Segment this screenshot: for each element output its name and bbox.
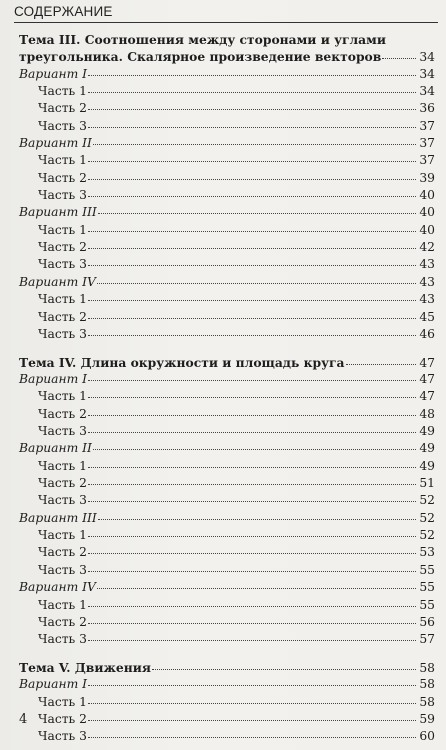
toc-part-label: Часть 3 xyxy=(38,424,87,439)
dot-leader xyxy=(88,543,416,554)
toc-topic-line xyxy=(19,659,435,676)
dot-leader xyxy=(88,491,416,502)
toc-variant xyxy=(19,371,435,388)
toc-part-label: Часть 3 xyxy=(38,729,87,744)
toc-part-page: 56 xyxy=(419,614,435,629)
toc-variant-page: 37 xyxy=(419,136,435,151)
toc-variant xyxy=(19,440,435,457)
toc-topic-line xyxy=(19,354,435,371)
dot-leader xyxy=(88,613,416,624)
toc-variant-label: Вариант I xyxy=(19,677,88,692)
toc-part-page: 55 xyxy=(419,597,435,612)
toc-part xyxy=(19,100,435,117)
toc-variant-label: Вариант II xyxy=(19,136,92,151)
dot-leader xyxy=(88,596,416,607)
toc-part-page: 34 xyxy=(419,84,435,99)
dot-leader xyxy=(88,308,416,319)
dot-leader xyxy=(93,134,416,145)
dot-leader xyxy=(346,354,417,365)
toc-part-label: Часть 2 xyxy=(38,101,87,116)
toc-part-page: 39 xyxy=(419,170,435,185)
toc-part-label: Часть 2 xyxy=(38,614,87,629)
toc-part-page: 59 xyxy=(419,712,435,727)
toc-part-page: 49 xyxy=(419,424,435,439)
dot-leader xyxy=(88,457,416,468)
toc-part xyxy=(19,562,435,579)
toc-part-label: Часть 2 xyxy=(38,406,87,421)
toc-variant xyxy=(19,676,435,693)
toc-part-page: 37 xyxy=(419,118,435,133)
toc-part xyxy=(19,527,435,544)
dot-leader xyxy=(88,221,416,232)
toc-part-label: Часть 2 xyxy=(38,476,87,491)
dot-leader xyxy=(88,186,416,197)
toc-variant xyxy=(19,66,435,83)
toc-variant xyxy=(19,274,435,291)
toc-part-label: Часть 3 xyxy=(38,188,87,203)
toc-part-page: 51 xyxy=(419,476,435,491)
dot-leader xyxy=(88,387,416,398)
toc-part xyxy=(19,239,435,256)
toc-part-page: 43 xyxy=(419,292,435,307)
toc-topic-line xyxy=(19,48,435,65)
toc-variant-label: Вариант II xyxy=(19,441,92,456)
dot-leader xyxy=(88,255,416,266)
toc-variant xyxy=(19,579,435,596)
dot-leader xyxy=(88,727,416,738)
toc-part-label: Часть 1 xyxy=(38,597,87,612)
dot-leader xyxy=(88,238,416,249)
dot-leader xyxy=(98,509,416,520)
toc-part-page: 43 xyxy=(419,257,435,272)
toc-part-page: 60 xyxy=(419,729,435,744)
toc-topic-line-label: Тема V. Движения xyxy=(19,660,151,676)
toc-variant-page: 43 xyxy=(419,274,435,289)
toc-part xyxy=(19,475,435,492)
toc-part xyxy=(19,694,435,711)
toc-part-page: 40 xyxy=(419,222,435,237)
toc-part-label: Часть 2 xyxy=(38,309,87,324)
toc-part xyxy=(19,388,435,405)
toc-part-page: 49 xyxy=(419,458,435,473)
toc-part-label: Часть 3 xyxy=(38,632,87,647)
toc-part xyxy=(19,406,435,423)
toc-part xyxy=(19,728,435,745)
toc-part xyxy=(19,423,435,440)
toc-part xyxy=(19,118,435,135)
toc-part-page: 55 xyxy=(419,562,435,577)
dot-leader xyxy=(88,290,416,301)
toc-topic-line-label: Тема III. Соотношения между сторонами и углами xyxy=(19,32,386,47)
toc-variant-label: Вариант I xyxy=(19,66,88,81)
toc-part-label: Часть 1 xyxy=(38,528,87,543)
dot-leader xyxy=(98,203,416,214)
toc-part xyxy=(19,544,435,561)
toc-part-label: Часть 1 xyxy=(38,222,87,237)
toc-part xyxy=(19,291,435,308)
toc-part-label: Часть 1 xyxy=(38,694,87,709)
toc-topic-line-label: Тема IV. Длина окружности и площадь круга xyxy=(19,354,345,370)
toc-part-label: Часть 2 xyxy=(38,712,87,727)
page-number: 4 xyxy=(19,712,28,727)
dot-leader xyxy=(88,99,416,110)
toc-variant-page: 47 xyxy=(419,372,435,387)
dot-leader xyxy=(88,630,416,641)
dot-leader xyxy=(88,710,416,721)
toc-part xyxy=(19,711,435,728)
toc-part xyxy=(19,597,435,614)
header-rule xyxy=(14,22,438,23)
toc-part xyxy=(19,187,435,204)
toc-topic-line-page: 58 xyxy=(419,661,435,676)
dot-leader xyxy=(88,370,416,381)
toc-part-page: 52 xyxy=(419,528,435,543)
toc-part-label: Часть 2 xyxy=(38,170,87,185)
dot-leader xyxy=(93,439,416,450)
toc-topic-line-page: 47 xyxy=(419,355,435,370)
toc-part-label: Часть 1 xyxy=(38,153,87,168)
toc-part-label: Часть 3 xyxy=(38,257,87,272)
toc-part-page: 57 xyxy=(419,632,435,647)
toc-variant-label: Вариант I xyxy=(19,372,88,387)
dot-leader xyxy=(88,169,416,180)
dot-leader xyxy=(88,117,416,128)
dot-leader xyxy=(88,82,416,93)
toc-variant-page: 55 xyxy=(419,580,435,595)
table-of-contents xyxy=(19,31,435,746)
toc-variant-page: 40 xyxy=(419,205,435,220)
toc-part-label: Часть 2 xyxy=(38,545,87,560)
dot-leader xyxy=(88,561,416,572)
dot-leader xyxy=(97,273,416,284)
toc-topic-line xyxy=(19,31,435,48)
dot-leader xyxy=(88,405,416,416)
toc-variant xyxy=(19,135,435,152)
dot-leader xyxy=(88,526,416,537)
toc-variant-label: Вариант III xyxy=(19,205,97,220)
toc-part-label: Часть 1 xyxy=(38,84,87,99)
toc-part-label: Часть 3 xyxy=(38,326,87,341)
dot-leader xyxy=(88,675,416,686)
toc-part-page: 37 xyxy=(419,153,435,168)
toc-part-label: Часть 1 xyxy=(38,292,87,307)
toc-variant-page: 49 xyxy=(419,441,435,456)
dot-leader xyxy=(88,151,416,162)
dot-leader xyxy=(382,48,416,59)
toc-part-label: Часть 3 xyxy=(38,493,87,508)
toc-variant-page: 52 xyxy=(419,510,435,525)
toc-part-label: Часть 2 xyxy=(38,240,87,255)
dot-leader xyxy=(88,422,416,433)
toc-topic-line-page: 34 xyxy=(419,50,435,65)
dot-leader xyxy=(97,578,416,589)
toc-part-page: 46 xyxy=(419,326,435,341)
dot-leader xyxy=(88,325,416,336)
toc-part-label: Часть 3 xyxy=(38,118,87,133)
toc-part-label: Часть 1 xyxy=(38,389,87,404)
section-gap xyxy=(19,649,435,660)
dot-leader xyxy=(152,659,416,670)
toc-part-label: Часть 1 xyxy=(38,458,87,473)
toc-part xyxy=(19,326,435,343)
toc-variant-page: 58 xyxy=(419,677,435,692)
toc-variant xyxy=(19,204,435,221)
page-header-title: СОДЕРЖАНИЕ xyxy=(14,4,113,19)
toc-part xyxy=(19,458,435,475)
toc-part-page: 52 xyxy=(419,493,435,508)
toc-part-page: 45 xyxy=(419,309,435,324)
toc-part xyxy=(19,614,435,631)
toc-part-page: 36 xyxy=(419,101,435,116)
toc-part xyxy=(19,631,435,648)
dot-leader xyxy=(88,65,416,76)
toc-part xyxy=(19,152,435,169)
dot-leader xyxy=(88,474,416,485)
toc-part xyxy=(19,83,435,100)
dot-leader xyxy=(88,693,416,704)
toc-variant-label: Вариант III xyxy=(19,510,97,525)
toc-variant xyxy=(19,510,435,527)
toc-part xyxy=(19,256,435,273)
toc-topic-line-label: треугольника. Скалярное произведение векторов xyxy=(19,49,382,65)
toc-part-label: Часть 3 xyxy=(38,562,87,577)
toc-part-page: 58 xyxy=(419,694,435,709)
toc-variant-label: Вариант IV xyxy=(19,580,96,595)
toc-part xyxy=(19,309,435,326)
toc-part-page: 47 xyxy=(419,389,435,404)
section-gap xyxy=(19,343,435,354)
toc-part-page: 42 xyxy=(419,240,435,255)
toc-part-page: 53 xyxy=(419,545,435,560)
toc-variant-label: Вариант IV xyxy=(19,274,96,289)
toc-part xyxy=(19,222,435,239)
toc-part-page: 48 xyxy=(419,406,435,421)
toc-part-page: 40 xyxy=(419,188,435,203)
toc-part xyxy=(19,492,435,509)
toc-variant-page: 34 xyxy=(419,66,435,81)
toc-part xyxy=(19,170,435,187)
